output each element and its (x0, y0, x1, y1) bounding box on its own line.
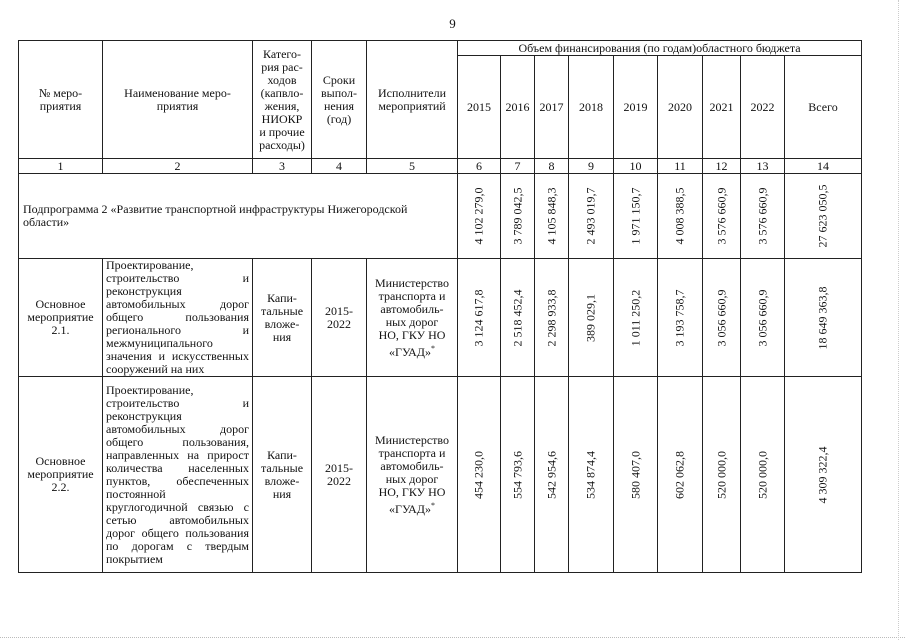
funding-value-cell (458, 174, 501, 259)
funding-value-cell (658, 174, 703, 259)
funding-value: 602 062,8 (672, 450, 687, 499)
header-number: № меро- приятия (19, 41, 103, 159)
header-year: 2020 (658, 56, 703, 159)
measure-category: Капи- тальные вложе- ния (253, 377, 312, 573)
funding-value: 18 649 363,8 (815, 286, 830, 349)
header-term: Сроки выпол- нения (год) (312, 41, 367, 159)
funding-value-cell (785, 377, 862, 573)
subprogram-title: Подпрограмма 2 «Развитие транспортной инфраструктуры Нижегородской области» (19, 174, 458, 259)
measure-number: Основное мероприятие 2.1. (19, 259, 103, 377)
funding-value-cell (658, 259, 703, 377)
column-number: 9 (569, 159, 614, 174)
funding-value: 580 407,0 (628, 450, 642, 499)
funding-value: 2 298 933,8 (544, 289, 558, 346)
budget-table (18, 40, 862, 573)
column-number: 13 (741, 159, 785, 174)
funding-value: 4 105 848,3 (544, 187, 558, 245)
measure-executor: Министерство транспорта и автомобиль- ных дорог НО, ГКУ НО «ГУАД»* (367, 377, 458, 573)
funding-value: 454 230,0 (471, 450, 486, 499)
header-category: Катего- рия рас- ходов (капвло- жения, НИОКР и прочие расходы) (253, 41, 312, 159)
header-year: 2017 (535, 56, 569, 159)
measure-number: Основное мероприятие 2.2. (19, 377, 103, 573)
funding-value-cell (703, 259, 741, 377)
scan-edge-right (898, 0, 899, 640)
funding-value-cell (741, 174, 785, 259)
column-number: 8 (535, 159, 569, 174)
header-executor: Исполнители мероприятий (367, 41, 458, 159)
header-name: Наименование меро- приятия (103, 41, 253, 159)
column-number: 10 (614, 159, 658, 174)
funding-value-cell (569, 174, 614, 259)
funding-value-cell (501, 259, 535, 377)
funding-value-cell (501, 174, 535, 259)
column-number: 3 (253, 159, 312, 174)
funding-value: 520 000,0 (755, 450, 769, 499)
measure-term: 2015- 2022 (312, 259, 367, 377)
column-number: 11 (658, 159, 703, 174)
funding-value-cell (535, 377, 569, 573)
funding-value: 389 029,1 (583, 293, 598, 342)
funding-value: 3 193 758,7 (672, 289, 687, 346)
funding-value-cell (569, 259, 614, 377)
column-number: 2 (103, 159, 253, 174)
header-year: 2021 (703, 56, 741, 159)
measure-category: Капи- тальные вложе- ния (253, 259, 312, 377)
header-year: 2019 (614, 56, 658, 159)
column-number: 7 (501, 159, 535, 174)
header-year: 2018 (569, 56, 614, 159)
measure-term: 2015- 2022 (312, 377, 367, 573)
funding-value: 534 874,4 (583, 450, 598, 499)
header-year: 2016 (501, 56, 535, 159)
funding-value: 1 011 250,2 (628, 289, 642, 346)
funding-value: 542 954,6 (544, 450, 558, 499)
funding-value-cell (741, 377, 785, 573)
measure-name: Проектирование, строительство и реконструкция автомобильных дорог общего пользования, направленных на прирост количества населенных пунктов, обеспеченных постоянной круглогодичной связью с сетью автомобильных дорог общего пользования по дорогам с твердым покрытием (103, 377, 253, 573)
funding-value-cell (785, 259, 862, 377)
column-number: 4 (312, 159, 367, 174)
funding-value: 520 000,0 (714, 450, 728, 499)
funding-value-cell (703, 174, 741, 259)
funding-value-cell (501, 377, 535, 573)
funding-value: 27 623 050,5 (815, 184, 830, 248)
header-funding-group: Объем финансирования (по годам)областного бюджета (458, 41, 862, 56)
funding-value-cell (535, 174, 569, 259)
funding-value: 3 056 660,9 (755, 289, 769, 346)
funding-value-cell (658, 377, 703, 573)
funding-value-cell (535, 259, 569, 377)
funding-value: 3 789 042,5 (510, 187, 524, 245)
column-number: 6 (458, 159, 501, 174)
funding-value: 4 309 322,4 (815, 446, 830, 503)
page-number: 9 (449, 16, 456, 31)
funding-value-cell (703, 377, 741, 573)
funding-value-cell (614, 174, 658, 259)
funding-value: 2 493 019,7 (583, 187, 598, 245)
column-number: 12 (703, 159, 741, 174)
measure-name: Проектирование, строительство и реконструкция автомобильных дорог общего пользования регионального и межмуниципального значения и искусственных сооружений на них (103, 259, 253, 377)
header-year: Всего (785, 56, 862, 159)
funding-value: 3 124 617,8 (471, 289, 486, 346)
funding-value: 4 008 388,5 (672, 187, 687, 245)
funding-value: 2 518 452,4 (510, 289, 524, 346)
measure-executor: Министерство транспорта и автомобиль- ных дорог НО, ГКУ НО «ГУАД»* (367, 259, 458, 377)
funding-value-cell (458, 377, 501, 573)
scan-edge-bottom (0, 633, 905, 638)
column-number: 1 (19, 159, 103, 174)
funding-value-cell (614, 259, 658, 377)
funding-value: 3 576 660,9 (714, 187, 728, 245)
header-year: 2015 (458, 56, 501, 159)
funding-value-cell (785, 174, 862, 259)
funding-value-cell (458, 259, 501, 377)
funding-value: 554 793,6 (510, 450, 524, 499)
funding-value: 3 576 660,9 (755, 187, 769, 245)
funding-value: 1 971 150,7 (628, 187, 642, 245)
funding-value-cell (614, 377, 658, 573)
column-number: 5 (367, 159, 458, 174)
funding-value-cell (741, 259, 785, 377)
header-year: 2022 (741, 56, 785, 159)
funding-value: 3 056 660,9 (714, 289, 728, 346)
funding-value-cell (569, 377, 614, 573)
column-number: 14 (785, 159, 862, 174)
funding-value: 4 102 279,0 (471, 187, 486, 245)
